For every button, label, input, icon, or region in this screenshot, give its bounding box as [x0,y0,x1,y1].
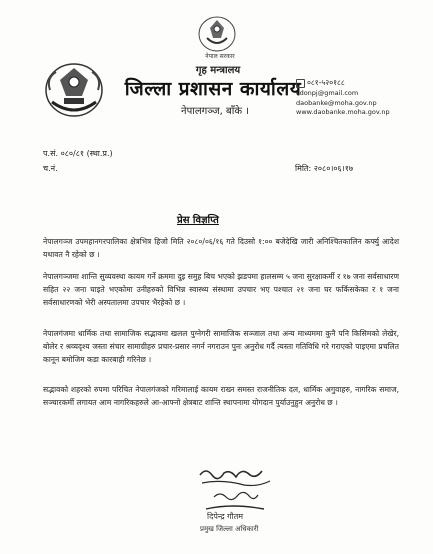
email-primary: cdonpj@gmail.com [296,89,359,97]
office-location: नेपालगञ्ज, बाँके । [181,106,249,117]
contact-block [296,78,377,108]
website-link: www.daobanke.moha.gov.np [296,108,390,116]
reference-number: प.सं. ०८०/८१ (स्था.प्र.) [43,149,113,158]
letter-date: मिति: २०८०।०६।१७ [295,164,354,173]
dispatch-number: च.नं. [43,164,58,173]
govt-seal-icon [195,14,239,54]
office-title: जिल्ला प्रशासन कार्यालय [124,78,302,100]
phone-icon [296,79,305,88]
phone-line [296,78,377,88]
paragraph-injuries: नेपालगञ्जमा शान्ति सुव्यवस्था कायम गर्ने क्रममा दुइ समुह बिच भएको झडपमा हालसम्म ५ जना सुरक्षाकर्मी र १७ जना सर्वसाधारण सहित २२ जना घाइते भएकोमा उनीहरुको विभिन्न स्वास्थ्य संस्थामा उपचार भए पश्चात २१ जना घर फर्किसकेका र १ जना सर्वसाधारणको भेरी अस्पतालमा उपचार भैरहेको छ । [43,272,399,307]
notice-heading: प्रेस विज्ञप्ति [177,215,219,226]
paragraph-appeal: सद्भावको शहरको रुपमा परिचित नेपालगंजको गरिमालाई कायम राख्न समस्त राजनीतिक दल, धार्मिक अगुवाहरु, नागरिक समाज, सञ्चारकर्मी लगायत आम नागरिकहरुले आ-आफ्नो क्षेत्रबाट शान्ति स्थापनामा योगदान पुर्याउनुहुन अनुरोध छ । [43,385,399,407]
phone-number: ०८१-५२०१८८ [307,78,345,87]
signatory-name: दिपेन्द्र गौतम [207,512,244,521]
government-label: नेपाल सरकार [205,53,235,60]
nepal-emblem-icon [42,60,106,120]
signatory-title: प्रमुख जिल्ला अधिकारी [200,525,259,533]
ministry-label: गृह मन्त्रालय [195,65,241,76]
signature-icon [192,465,282,515]
paragraph-warning: नेपालगंजमा धार्मिक तथा सामाजिक सद्भावमा खलल पुग्नेगरी सामाजिक सञ्जाल तथा अन्य माध्यममा कुनै पनि किसिमको लेखेर, बोलेर र श्रव्यदृश्य जस्ता संचार सामाग्रीहरु प्रचार-प्रसार नगर्न नगराउन पुनः अनुरोध गर्दै त्यस्ता गतिविधि गरे गराएको पाइएमा प्रचलित कानून बमोजिम कडा कारबाही गरिनेछ । [43,329,399,364]
email-secondary: daobanke@moha.gov.np [296,99,377,107]
paragraph-curfew: नेपालगञ्ज उपमहानगरपालिका क्षेत्रभित्र हिजो मिति २०८०/०६/१६ गते दिउसो १:०० बजेदेखि जारी अनिश्चितकालिन कर्फ्यु आदेश यथावत नै रहेको छ । [43,237,399,259]
